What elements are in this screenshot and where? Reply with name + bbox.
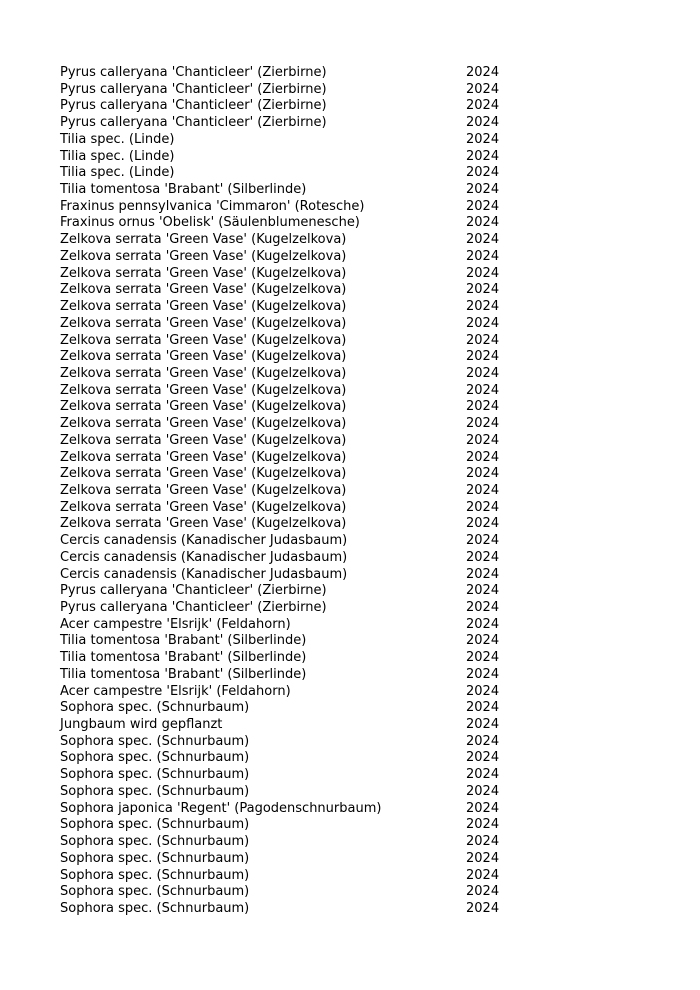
table-row	[60, 516, 520, 533]
table-row	[60, 149, 520, 166]
table-row	[60, 567, 520, 584]
table-row	[60, 600, 520, 617]
table-row	[60, 801, 520, 818]
planting-year-cell: 2024	[466, 466, 500, 482]
table-row	[60, 684, 520, 701]
table-row	[60, 483, 520, 500]
planting-year-cell: 2024	[466, 666, 500, 682]
tree-species-cell: Cercis canadensis (Kanadischer Judasbaum)	[60, 533, 348, 549]
table-row	[60, 450, 520, 467]
tree-species-cell: Zelkova serrata 'Green Vase' (Kugelzelkova)	[60, 315, 347, 331]
planting-year-cell: 2024	[466, 900, 500, 916]
planting-year-cell: 2024	[466, 265, 500, 281]
table-row	[60, 349, 520, 366]
tree-species-cell: Sophora spec. (Schnurbaum)	[60, 767, 250, 783]
planting-year-cell: 2024	[466, 65, 500, 80]
tree-species-cell: Zelkova serrata 'Green Vase' (Kugelzelkova)	[60, 432, 347, 448]
table-row	[60, 165, 520, 182]
table-row	[60, 617, 520, 634]
table-row	[60, 383, 520, 400]
table-row	[60, 182, 520, 199]
tree-species-cell: Pyrus calleryana 'Chanticleer' (Zierbirne)	[60, 115, 327, 131]
table-row	[60, 199, 520, 216]
planting-year-cell: 2024	[466, 315, 500, 331]
tree-species-cell: Zelkova serrata 'Green Vase' (Kugelzelkova)	[60, 332, 347, 348]
table-row	[60, 851, 520, 868]
tree-species-cell: Zelkova serrata 'Green Vase' (Kugelzelkova)	[60, 516, 347, 532]
table-row	[60, 500, 520, 517]
tree-species-cell: Sophora spec. (Schnurbaum)	[60, 783, 250, 799]
planting-year-cell: 2024	[466, 198, 500, 214]
planting-year-cell: 2024	[466, 533, 500, 549]
table-row	[60, 734, 520, 751]
planting-year-cell: 2024	[466, 399, 500, 415]
table-row	[60, 583, 520, 600]
tree-species-cell: Sophora spec. (Schnurbaum)	[60, 817, 250, 833]
tree-species-cell: Sophora spec. (Schnurbaum)	[60, 834, 250, 850]
tree-species-cell: Zelkova serrata 'Green Vase' (Kugelzelkova)	[60, 499, 347, 515]
planting-year-cell: 2024	[466, 616, 500, 632]
planting-year-cell: 2024	[466, 365, 500, 381]
planting-year-cell: 2024	[466, 131, 500, 147]
tree-species-cell: Acer campestre 'Elsrijk' (Feldahorn)	[60, 616, 291, 632]
tree-species-cell: Tilia tomentosa 'Brabant' (Silberlinde)	[60, 182, 307, 198]
table-row	[60, 750, 520, 767]
tree-species-cell: Jungbaum wird gepflanzt	[60, 717, 223, 733]
planting-year-cell: 2024	[466, 583, 500, 599]
tree-species-cell: Zelkova serrata 'Green Vase' (Kugelzelkova)	[60, 265, 347, 281]
table-row	[60, 232, 520, 249]
planting-year-cell: 2024	[466, 750, 500, 766]
table-row	[60, 282, 520, 299]
tree-species-cell: Zelkova serrata 'Green Vase' (Kugelzelkova)	[60, 349, 347, 365]
table-row	[60, 115, 520, 132]
tree-species-cell: Zelkova serrata 'Green Vase' (Kugelzelkova)	[60, 466, 347, 482]
planting-year-cell: 2024	[466, 800, 500, 816]
planting-year-cell: 2024	[466, 432, 500, 448]
tree-species-cell: Sophora spec. (Schnurbaum)	[60, 900, 250, 916]
planting-year-cell: 2024	[466, 884, 500, 900]
planting-year-cell: 2024	[466, 282, 500, 298]
tree-species-cell: Sophora spec. (Schnurbaum)	[60, 850, 250, 866]
planting-year-cell: 2024	[466, 148, 500, 164]
table-row	[60, 667, 520, 684]
planting-year-cell: 2024	[466, 449, 500, 465]
tree-species-cell: Acer campestre 'Elsrijk' (Feldahorn)	[60, 683, 291, 699]
planting-year-cell: 2024	[466, 416, 500, 432]
planting-year-cell: 2024	[466, 516, 500, 532]
tree-species-cell: Zelkova serrata 'Green Vase' (Kugelzelkova)	[60, 382, 347, 398]
planting-year-cell: 2024	[466, 566, 500, 582]
tree-species-cell: Zelkova serrata 'Green Vase' (Kugelzelkova)	[60, 232, 347, 248]
table-row	[60, 299, 520, 316]
table-row	[60, 868, 520, 885]
tree-species-cell: Pyrus calleryana 'Chanticleer' (Zierbirne)	[60, 583, 327, 599]
planting-year-cell: 2024	[466, 733, 500, 749]
planting-year-cell: 2024	[466, 600, 500, 615]
planting-year-cell: 2024	[466, 700, 500, 716]
tree-species-cell: Zelkova serrata 'Green Vase' (Kugelzelkova)	[60, 482, 347, 498]
planting-year-cell: 2024	[466, 650, 500, 666]
tree-species-cell: Zelkova serrata 'Green Vase' (Kugelzelkova)	[60, 416, 347, 432]
planting-year-cell: 2024	[466, 499, 500, 515]
tree-species-cell: Zelkova serrata 'Green Vase' (Kugelzelkova)	[60, 365, 347, 381]
tree-species-cell: Sophora spec. (Schnurbaum)	[60, 884, 250, 900]
table-row	[60, 366, 520, 383]
planting-year-cell: 2024	[466, 182, 500, 198]
planting-year-cell: 2024	[466, 332, 500, 348]
table-row	[60, 249, 520, 266]
table-row	[60, 817, 520, 834]
tree-species-cell: Sophora japonica 'Regent' (Pagodenschnurbaum)	[60, 800, 382, 816]
tree-species-cell: Tilia spec. (Linde)	[60, 165, 175, 181]
table-row	[60, 466, 520, 483]
planting-year-cell: 2024	[466, 683, 500, 699]
tree-species-cell: Zelkova serrata 'Green Vase' (Kugelzelkova)	[60, 399, 347, 415]
table-row	[60, 901, 520, 918]
tree-species-cell: Tilia tomentosa 'Brabant' (Silberlinde)	[60, 633, 307, 649]
table-row	[60, 533, 520, 550]
table-row	[60, 884, 520, 901]
tree-species-cell: Zelkova serrata 'Green Vase' (Kugelzelkova)	[60, 299, 347, 315]
planting-year-cell: 2024	[466, 850, 500, 866]
planting-year-cell: 2024	[466, 382, 500, 398]
table-row	[60, 433, 520, 450]
planting-year-cell: 2024	[466, 232, 500, 248]
table-row	[60, 784, 520, 801]
planting-year-cell: 2024	[466, 81, 500, 97]
planting-year-cell: 2024	[466, 817, 500, 833]
planting-year-cell: 2024	[466, 867, 500, 883]
planting-year-cell: 2024	[466, 115, 500, 131]
table-row	[60, 650, 520, 667]
planting-year-cell: 2024	[466, 482, 500, 498]
table-row	[60, 550, 520, 567]
planting-year-cell: 2024	[466, 349, 500, 365]
tree-species-cell: Pyrus calleryana 'Chanticleer' (Zierbirne)	[60, 98, 327, 114]
table-row	[60, 82, 520, 99]
tree-species-cell: Zelkova serrata 'Green Vase' (Kugelzelkova)	[60, 449, 347, 465]
table-row	[60, 399, 520, 416]
table-row	[60, 316, 520, 333]
planting-year-cell: 2024	[466, 248, 500, 264]
planting-year-cell: 2024	[466, 834, 500, 850]
tree-species-cell: Sophora spec. (Schnurbaum)	[60, 700, 250, 716]
tree-species-cell: Tilia spec. (Linde)	[60, 148, 175, 164]
planting-year-cell: 2024	[466, 549, 500, 565]
tree-species-cell: Pyrus calleryana 'Chanticleer' (Zierbirne)	[60, 600, 327, 615]
planting-year-cell: 2024	[466, 767, 500, 783]
table-row	[60, 717, 520, 734]
table-row	[60, 416, 520, 433]
tree-planting-list	[60, 65, 520, 918]
tree-species-cell: Tilia tomentosa 'Brabant' (Silberlinde)	[60, 650, 307, 666]
tree-species-cell: Pyrus calleryana 'Chanticleer' (Zierbirne)	[60, 65, 327, 80]
table-row	[60, 65, 520, 82]
table-row	[60, 834, 520, 851]
table-row	[60, 266, 520, 283]
tree-species-cell: Zelkova serrata 'Green Vase' (Kugelzelkova)	[60, 282, 347, 298]
tree-species-cell: Pyrus calleryana 'Chanticleer' (Zierbirne)	[60, 81, 327, 97]
tree-species-cell: Sophora spec. (Schnurbaum)	[60, 733, 250, 749]
tree-species-cell: Fraxinus ornus 'Obelisk' (Säulenblumenesche)	[60, 215, 360, 231]
table-row	[60, 98, 520, 115]
tree-species-cell: Sophora spec. (Schnurbaum)	[60, 867, 250, 883]
planting-year-cell: 2024	[466, 215, 500, 231]
tree-species-cell: Cercis canadensis (Kanadischer Judasbaum)	[60, 549, 348, 565]
tree-species-cell: Cercis canadensis (Kanadischer Judasbaum)	[60, 566, 348, 582]
table-row	[60, 700, 520, 717]
planting-year-cell: 2024	[466, 783, 500, 799]
planting-year-cell: 2024	[466, 717, 500, 733]
tree-species-cell: Tilia tomentosa 'Brabant' (Silberlinde)	[60, 666, 307, 682]
tree-species-cell: Sophora spec. (Schnurbaum)	[60, 750, 250, 766]
tree-species-cell: Zelkova serrata 'Green Vase' (Kugelzelkova)	[60, 248, 347, 264]
planting-year-cell: 2024	[466, 98, 500, 114]
tree-species-cell: Fraxinus pennsylvanica 'Cimmaron' (Rotesche)	[60, 198, 365, 214]
planting-year-cell: 2024	[466, 165, 500, 181]
table-row	[60, 633, 520, 650]
table-row	[60, 215, 520, 232]
table-row	[60, 132, 520, 149]
planting-year-cell: 2024	[466, 633, 500, 649]
table-row	[60, 333, 520, 350]
table-row	[60, 767, 520, 784]
planting-year-cell: 2024	[466, 299, 500, 315]
tree-species-cell: Tilia spec. (Linde)	[60, 131, 175, 147]
